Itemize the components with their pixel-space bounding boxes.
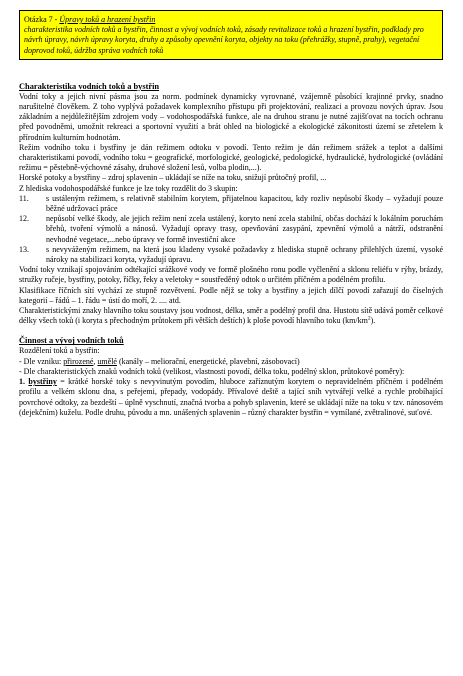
- document-page: [19, 10, 443, 418]
- term-torrents: bystřiny: [28, 377, 57, 387]
- paragraph: Klasifikace říčních sítí vychází ze stupně rozvětvení. Podle nějž se toky a bystřiny a jejich dílčí povodí zařazují do číselných kategorií – řádů – 1. řádu = ústí do moří, 2. .... atd.: [19, 285, 443, 305]
- paragraph-text: Charakteristickými znaky hlavního toku soustavy jsou vodnost, délka, směr a podélný profil dna. Hustotu sítě udává poměr celkové délky všech toků (i koryta s přechodným průtokem při větších deštích) k ploše povodí hlavního toku (km/km: [19, 306, 443, 326]
- term-artificial: umělé: [97, 356, 117, 366]
- list-item-number: 11.: [19, 193, 29, 203]
- paragraph: Režim vodního toku i bystřiny je dán režimem odtoku v povodí. Tento režim je dán režimem srážek a teplot a dalšími charakteristikami povodí, vodního toku = geografické, morfologické, geologické, pedologické, hydraulické, hydrologické (ovládání režimu = pěstebně-výchovné zásahy, druhové složení lesů, volba plodin,...).: [19, 142, 443, 173]
- paragraph: Vodní toky vznikají spojováním odtékající srážkové vody ve formě plošného ronu podle vyčlenění a sklonu reliéfu v rýhy, brázdy, stružky ručeje, bystřiny, potoky, říčky, řeky a veletoky = soustředěný odtok o určitém příčném a podélném profilu.: [19, 265, 443, 285]
- list-item-number: 12.: [19, 214, 29, 224]
- paragraph: [19, 306, 443, 326]
- paragraph: Rozdělení toků a bystřin:: [19, 346, 100, 356]
- text: (kanály – meliorační, energetické, plavební, zásobovací): [116, 356, 300, 366]
- paragraph-text-end: ).: [370, 316, 376, 326]
- paragraph: [19, 357, 443, 367]
- paragraph: Vodní toky a jejich nivní pásma jsou za norm. podmínek dynamicky vyrovnané, vzájemně působící krajinné prvky, snadno narušitelné člověkem. Z toho vyplývá požadavek komplexního přístupu při projektování, realizaci a provozu nových úprav. Jsou základním a nejdůležitějším zdrojem vody – vodohospodářská funkce, ale na druhou stranu je nutné zajišťovat na tocích ochranu před povodněmi, umožnit rekreaci a sportovní využití a brát ohled na biologické a ekologické zákonitosti území se zřetelem k přírodním kulturním hodnotám.: [19, 91, 443, 142]
- list-item: [19, 214, 443, 245]
- superscript: 2: [367, 315, 371, 322]
- paragraph: Z hlediska vodohospodářské funkce je lze toky rozdělit do 3 skupin:: [19, 183, 238, 193]
- paragraph: [19, 377, 443, 418]
- question-topics: charakteristika vodních toků a bystřin, činnost a vývoj vodních toků, zásady revitalizace toků a hrazení bystřin, podklady pro návrh úpravy, návrh úpravy koryta, druhy a způsoby opevnění koryta, objekty na toku (přehrážky, stupně, prahy), vegetační doprovod toků, údržba správa vodních toků: [24, 25, 424, 55]
- list-item: [19, 245, 443, 265]
- question-title: Úpravy toků a hrazení bystřin: [59, 15, 156, 24]
- list-item-text: s ustáleným režimem, s relativně stabilním korytem, přijatelnou kapacitou, kdy rozliv nepůsobí škody – vyžadují pouze běžné udržovací práce: [46, 193, 443, 214]
- list-item-text: nepůsobí velké škody, ale jejich režim není zcela ustálený, koryto není zcela stabilní, občas dochází k lokálním poruchám břehů, tvoření výmolů a nánosů. Vyžadují opravy trasy, opevňování zasypání, zpevnění výmolů a nátrží, odstranění nevhodné vegetace,...nebo úpravy ve formě investiční akce: [46, 214, 443, 244]
- list-item-text: s nevyváženým režimem, na která jsou kladeny vysoké požadavky z hlediska stupně ochrany přilehlých území, vysoké nároky na stabilizaci koryta, vyžadují úpravu.: [46, 244, 443, 265]
- separator: ,: [93, 356, 98, 366]
- section-heading-activity: Činnost a vývoj vodních toků: [19, 336, 124, 346]
- paragraph: Horské potoky a bystřiny – zdroj splavenin – ukládají se níže na toku, snižují průtočný profil, ...: [19, 173, 327, 183]
- text: - Dle vzniku:: [19, 356, 64, 366]
- item-number: 1.: [19, 377, 29, 387]
- paragraph: - Dle charakteristických znaků vodních toků (velikost, vlastnosti povodí, délka toku, podélný sklon, průtokové poměry):: [19, 366, 405, 376]
- list-item: [19, 194, 443, 214]
- section-heading-characteristics: Charakteristika vodních toků a bystřin: [19, 81, 160, 91]
- question-number: Otázka 7 -: [24, 15, 60, 24]
- list-item-number: 13.: [19, 244, 29, 254]
- question-header-box: [19, 10, 443, 60]
- text: = krátké horské toky s nevyvinutým povodím, hluboce zaříznutým korytem o nepravidelném příčném i podélném profilu a velkém sklonu dna, s peřejemi, přepady, vodopády. Přívalové deště a tající sníh vytvářejí velké a rychle probíhající povrchové odtoky, za bezdeští – úplně vyschnutí, značná tvorba a pohyb splavenin, které se ukládají níže na toku v tzv. nánosovém (dejekčním) kuželu. Podle druhu, původu a mn. unášených splavenin – různý charakter bystřin = vymílané, zvětralinové, suťové.: [19, 377, 444, 417]
- term-natural: přirozené: [63, 356, 94, 366]
- numbered-list: [19, 194, 443, 265]
